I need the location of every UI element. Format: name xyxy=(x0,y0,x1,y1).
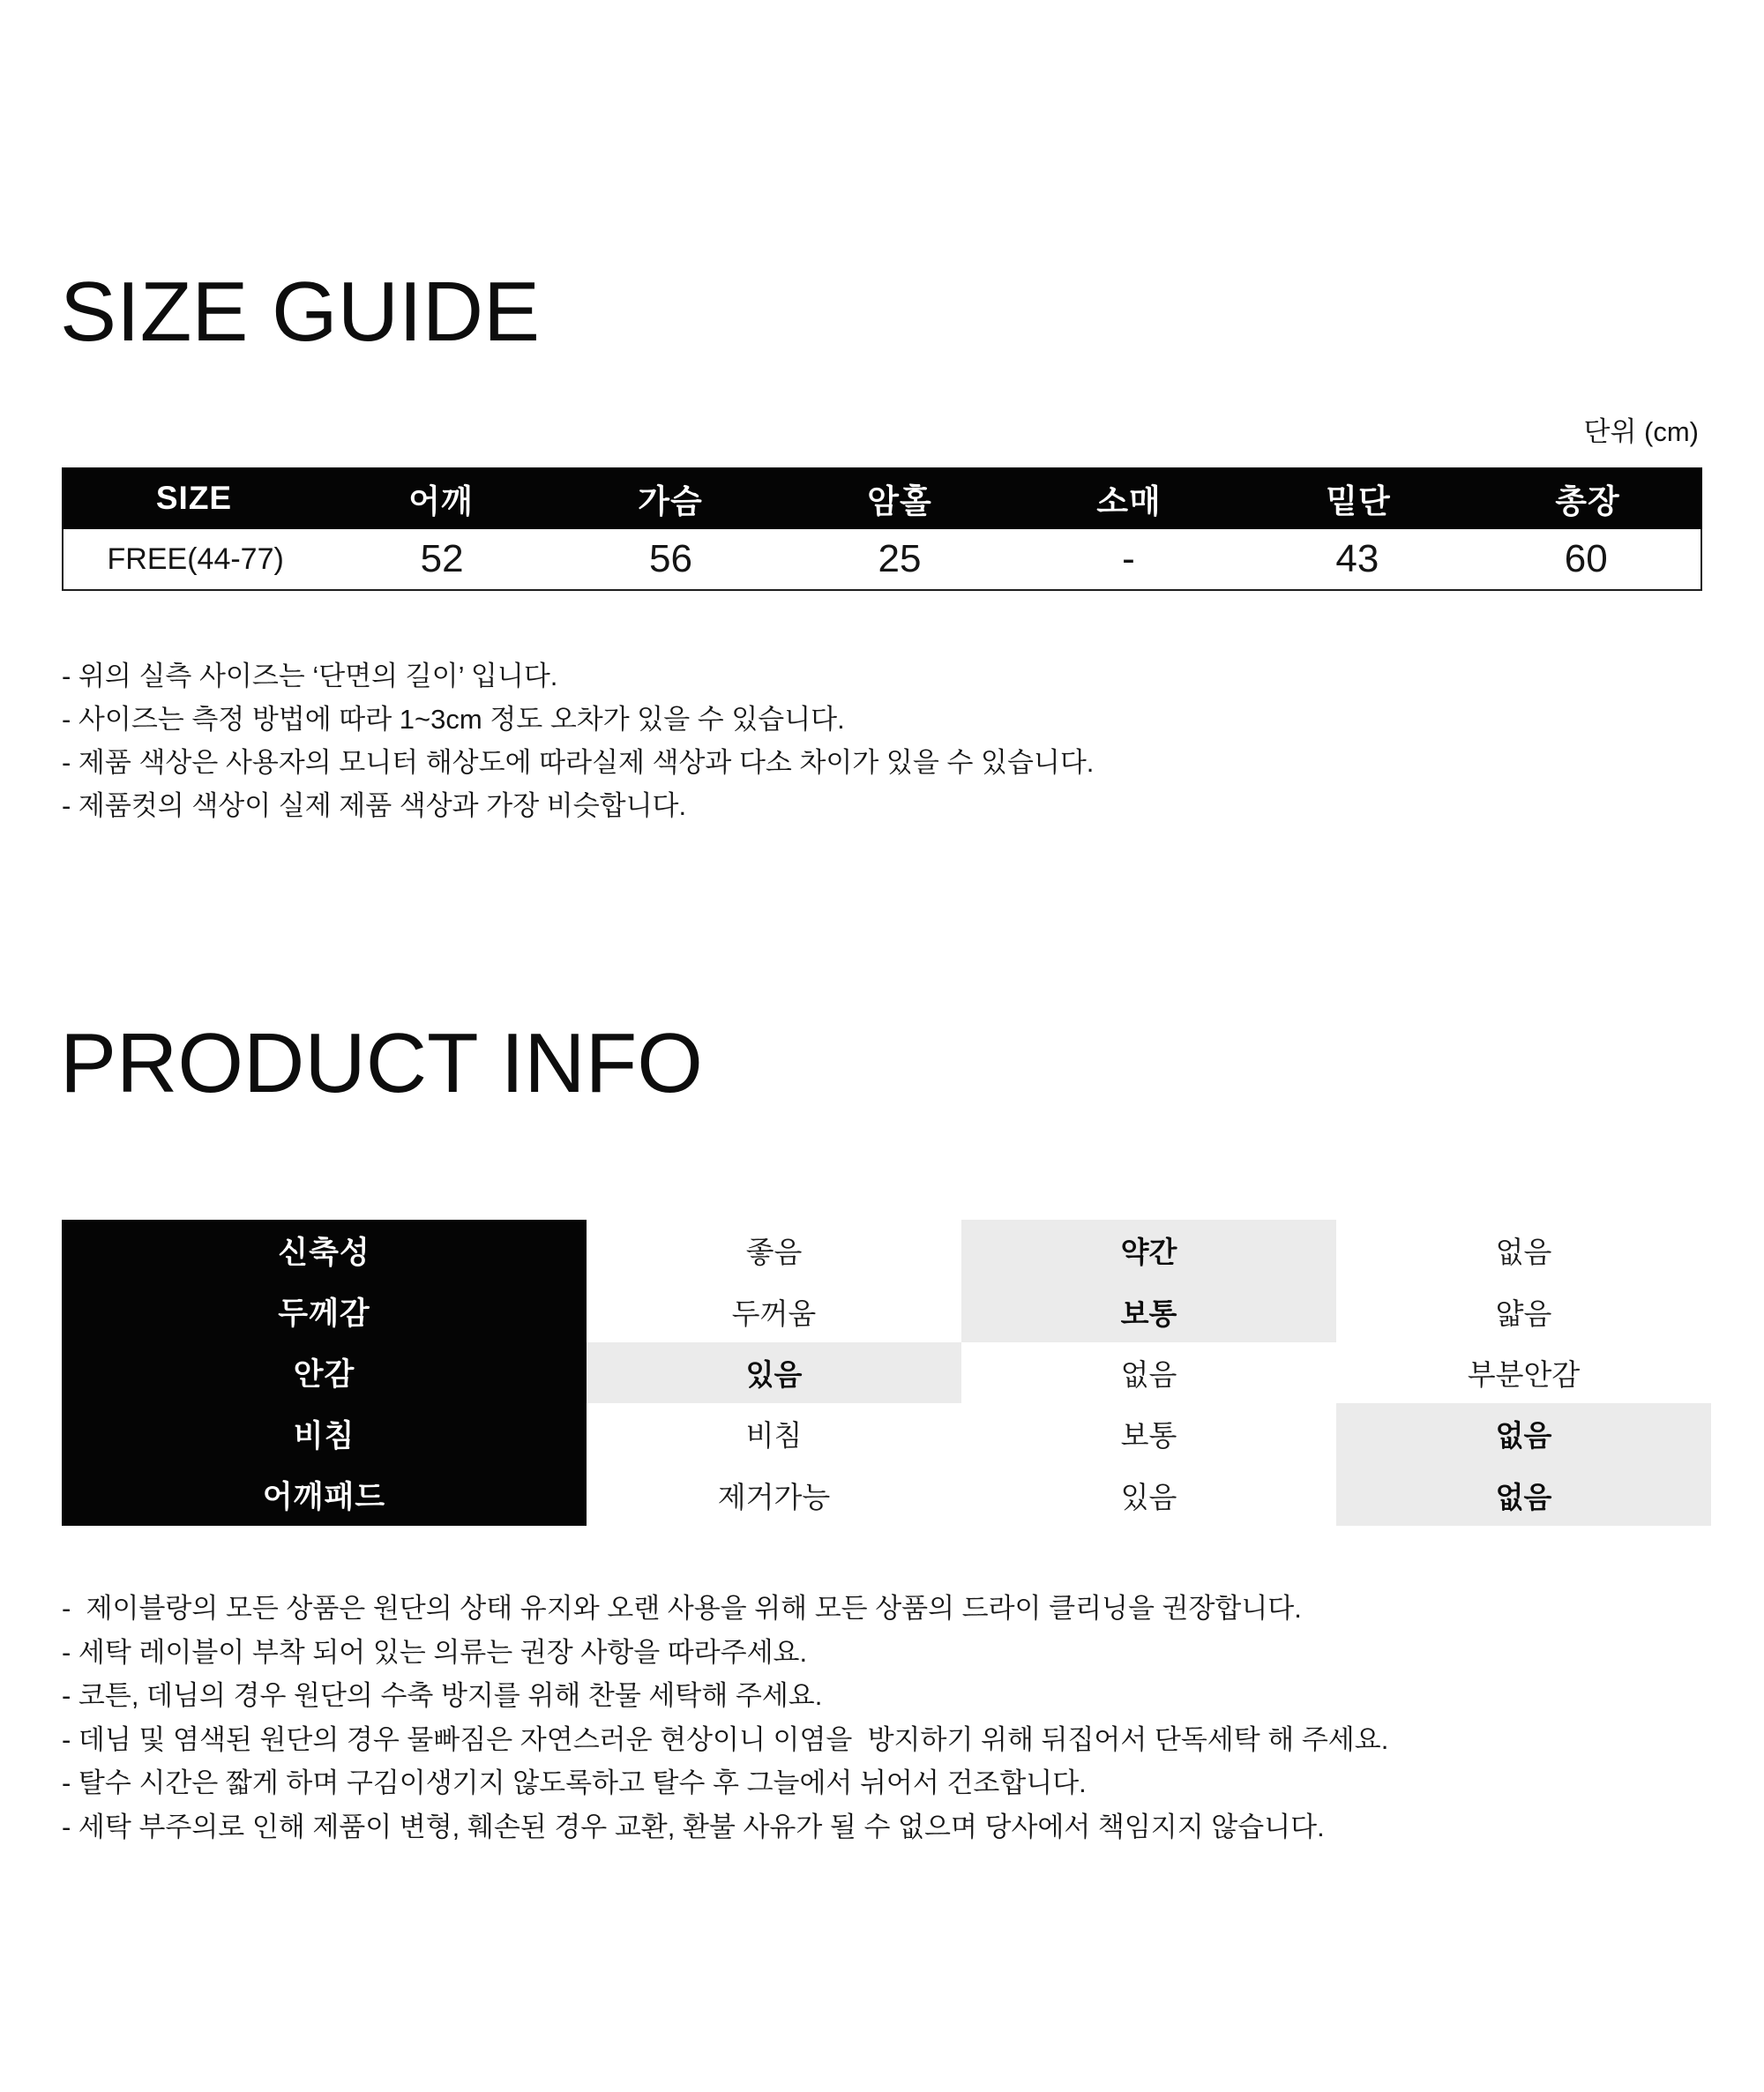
size-table-cell-shoulder: 52 xyxy=(420,537,464,580)
size-table-header-length: 총장 xyxy=(1555,483,1620,519)
info-option: 비침 xyxy=(587,1403,961,1464)
size-table-header-row xyxy=(62,467,1702,529)
product-info-title: PRODUCT INFO xyxy=(60,1016,703,1110)
size-table-header-size: SIZE xyxy=(155,480,233,516)
info-option: 좋음 xyxy=(587,1220,961,1281)
size-table-header-shoulder: 어깨 xyxy=(408,483,474,519)
unit-label: 단위 (cm) xyxy=(1583,416,1699,447)
care-note: - 제이블랑의 모든 상품은 원단의 상태 유지와 오랜 사용을 위해 모든 상품의 드라이 클리닝을 권장합니다. xyxy=(62,1593,1302,1624)
info-option: 약간 xyxy=(961,1220,1336,1281)
care-note: - 코튼, 데님의 경우 원단의 수축 방지를 위해 찬물 세탁해 주세요. xyxy=(62,1680,823,1711)
info-option: 얇음 xyxy=(1336,1281,1711,1341)
info-option: 없음 xyxy=(961,1342,1336,1403)
info-option: 보통 xyxy=(961,1281,1336,1341)
size-table-data-row xyxy=(62,529,1702,591)
info-label-shoulder-pad: 어깨패드 xyxy=(62,1465,587,1526)
info-option: 없음 xyxy=(1336,1465,1711,1526)
size-table-header-hem: 밑단 xyxy=(1326,483,1391,519)
info-label-elasticity: 신축성 xyxy=(62,1220,587,1281)
info-option: 없음 xyxy=(1336,1220,1711,1281)
size-guide-note: - 사이즈는 측정 방법에 따라 1~3cm 정도 오차가 있을 수 있습니다. xyxy=(62,704,845,735)
info-option: 부분안감 xyxy=(1336,1342,1711,1403)
care-notes xyxy=(62,1587,1388,1849)
info-option: 있음 xyxy=(587,1342,961,1403)
info-option: 있음 xyxy=(961,1465,1336,1526)
info-option: 없음 xyxy=(1336,1403,1711,1464)
care-note: - 세탁 부주의로 인해 제품이 변형, 훼손된 경우 교환, 환불 사유가 될 수 없으며 당사에서 책임지지 않습니다. xyxy=(62,1811,1325,1842)
product-info-table xyxy=(62,1220,1711,1526)
size-table-cell-size: FREE(44-77) xyxy=(107,542,284,576)
info-option: 보통 xyxy=(961,1403,1336,1464)
size-guide-note: - 제품컷의 색상이 실제 제품 색상과 가장 비슷합니다. xyxy=(62,790,687,821)
info-label-sheerness: 비침 xyxy=(62,1403,587,1464)
size-table-header-chest: 가슴 xyxy=(638,483,703,519)
care-note: - 데님 및 염색된 원단의 경우 물빠짐은 자연스러운 현상이니 이염을 방지하기 위해 뒤집어서 단독세탁 해 주세요. xyxy=(62,1723,1389,1755)
size-table-cell-armhole: 25 xyxy=(878,537,922,580)
size-guide-notes xyxy=(62,654,1094,827)
care-note: - 탈수 시간은 짧게 하며 구김이생기지 않도록하고 탈수 후 그늘에서 뉘어서 건조합니다. xyxy=(62,1767,1087,1798)
size-table-cell-length: 60 xyxy=(1564,537,1608,580)
size-table-header-sleeve: 소매 xyxy=(1096,483,1162,519)
size-table-header-armhole: 암홀 xyxy=(867,483,932,519)
info-option: 제거가능 xyxy=(587,1465,961,1526)
info-label-thickness: 두께감 xyxy=(62,1281,587,1341)
size-table-cell-hem: 43 xyxy=(1335,537,1379,580)
size-table-cell-sleeve: - xyxy=(1122,537,1135,580)
info-label-lining: 안감 xyxy=(62,1342,587,1403)
size-table xyxy=(62,467,1702,591)
size-table-cell-chest: 56 xyxy=(649,537,692,580)
size-guide-note: - 위의 실측 사이즈는 ‘단면의 길이’ 입니다. xyxy=(62,661,558,691)
info-option: 두꺼움 xyxy=(587,1281,961,1341)
size-guide-note: - 제품 색상은 사용자의 모니터 해상도에 따라실제 색상과 다소 차이가 있을 수 있습니다. xyxy=(62,747,1095,778)
care-note: - 세탁 레이블이 부착 되어 있는 의류는 권장 사항을 따라주세요. xyxy=(62,1636,808,1668)
size-guide-title: SIZE GUIDE xyxy=(60,265,541,359)
